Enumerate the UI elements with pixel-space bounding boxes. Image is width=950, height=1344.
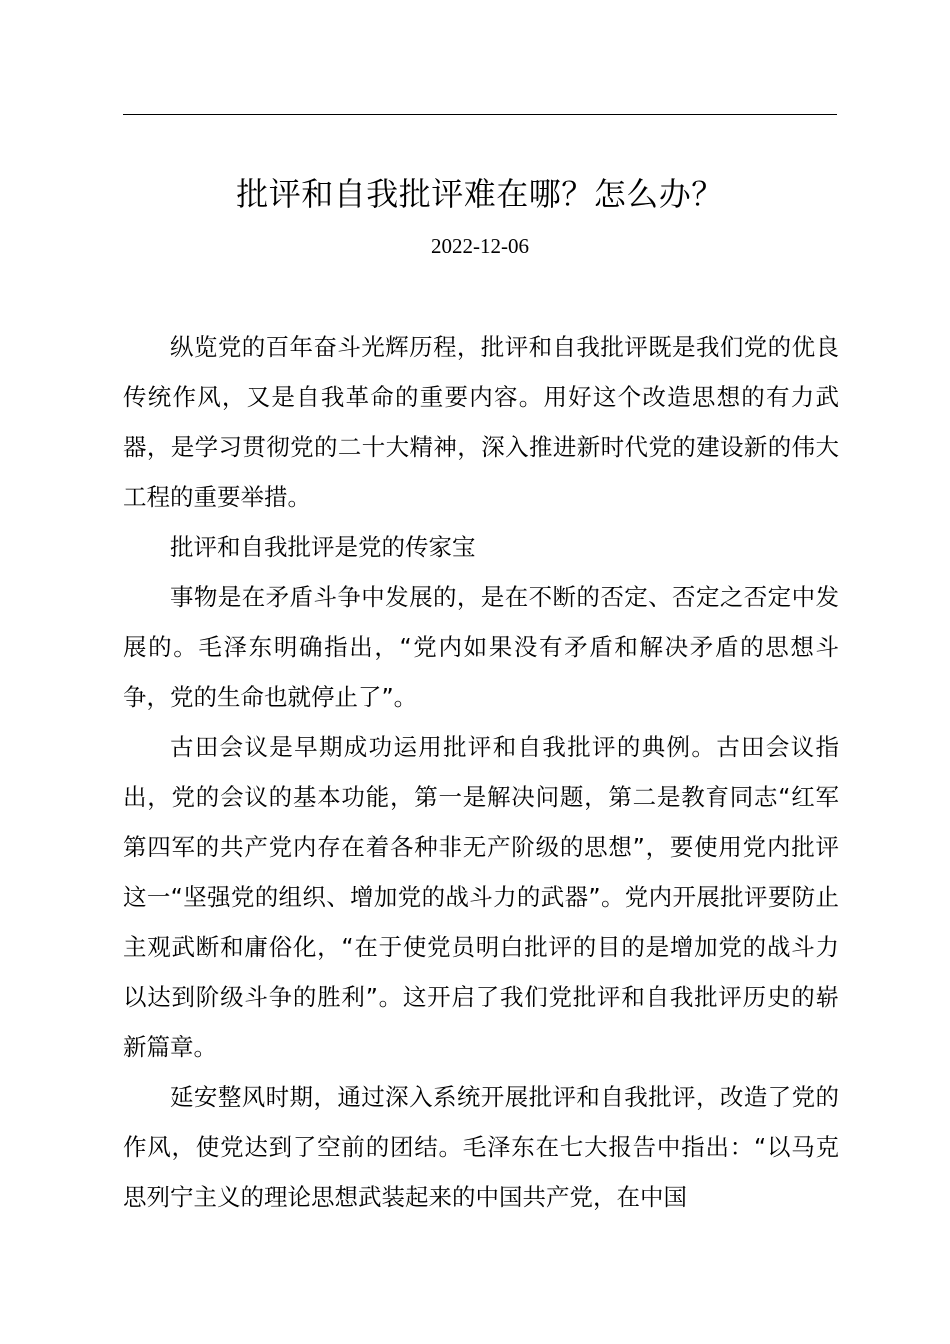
paragraph-contradiction: 事物是在矛盾斗争中发展的，是在不断的否定、否定之否定中发展的。毛泽东明确指出，“党内如果没有矛盾和解决矛盾的思想斗争，党的生命也就停止了”。 <box>123 583 839 711</box>
page-title: 批评和自我批评难在哪？怎么办？ <box>236 175 724 213</box>
paragraph-gutian: 古田会议是早期成功运用批评和自我批评的典例。古田会议指出，党的会议的基本功能，第一是解决问题，第二是教育同志“红军第四军的共产党内存在着各种非无产阶级的思想”，要使用党内批评这一“坚强党的组织、增加党的战斗力的武器”。党内开展批评要防止主观武断和庸俗化，“在于使党员明白批评的目的是增加党的战斗力以达到阶级斗争的胜利”。这开启了我们党批评和自我批评历史的崭新篇章。 <box>123 733 839 1061</box>
header-rule <box>123 114 837 115</box>
article-body <box>123 322 839 1222</box>
section-heading: 批评和自我批评是党的传家宝 <box>170 533 476 561</box>
paragraph-intro: 纵览党的百年奋斗光辉历程，批评和自我批评既是我们党的优良传统作风，又是自我革命的重要内容。用好这个改造思想的有力武器，是学习贯彻党的二十大精神，深入推进新时代党的建设新的伟大工程的重要举措。 <box>123 333 839 511</box>
publish-date: 2022-12-06 <box>431 234 529 258</box>
paragraph-yanan: 延安整风时期，通过深入系统开展批评和自我批评，改造了党的作风，使党达到了空前的团结。毛泽东在七大报告中指出：“以马克思列宁主义的理论思想武装起来的中国共产党，在中国 <box>123 1083 839 1211</box>
